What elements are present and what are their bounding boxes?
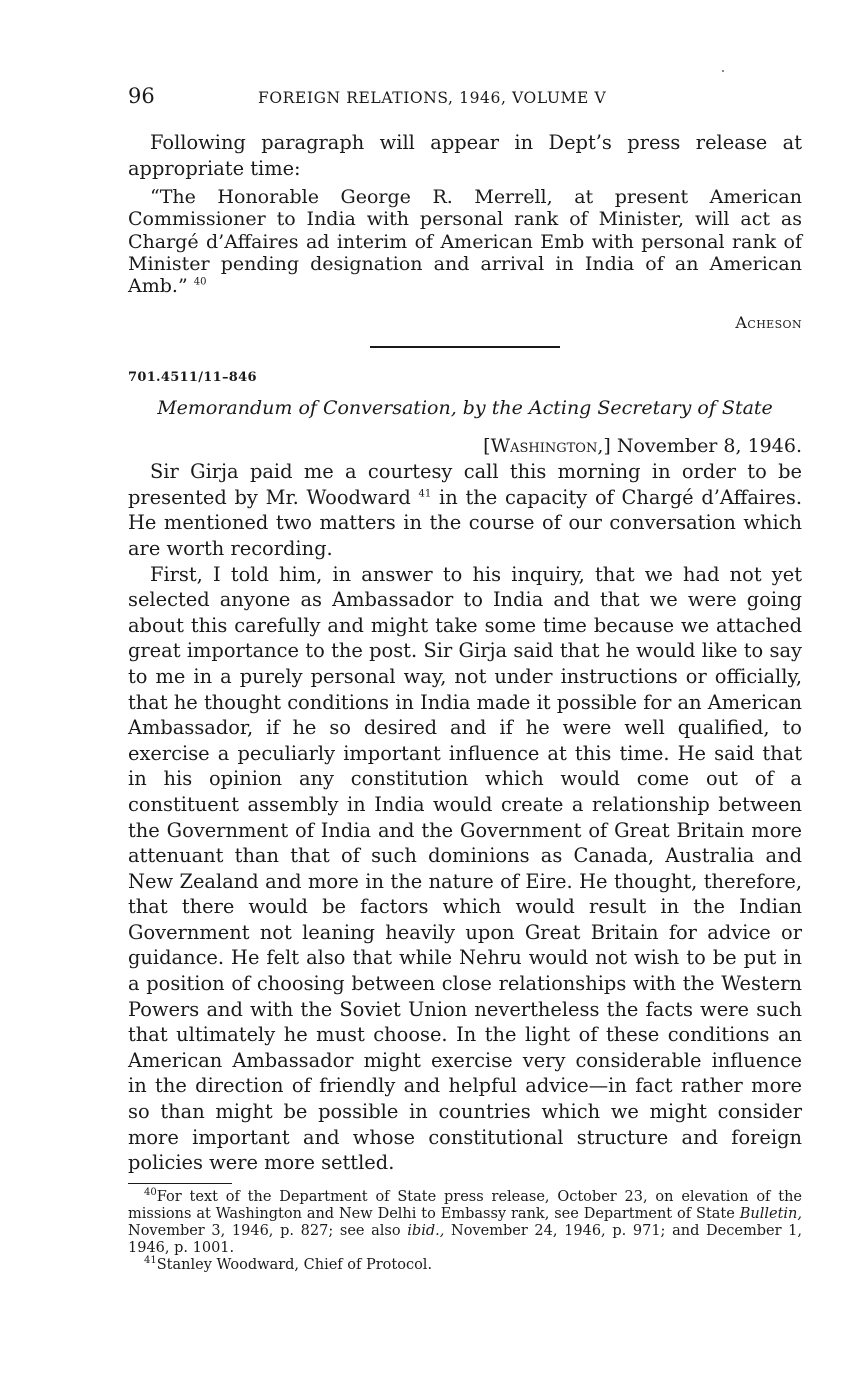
dateline-place: [Washington,] <box>483 435 611 458</box>
document-title: Memorandum of Conversation, by the Acting Secretary of State <box>157 397 773 420</box>
memo-paragraph-1-b: in the capacity of Chargé d’Affaires. He mentioned two matters in the course of our conversation which are worth recording. <box>128 485 802 560</box>
dateline-date: November 8, 1946. <box>616 435 802 458</box>
running-head: FOREIGN RELATIONS, 1946, VOLUME V <box>258 89 607 107</box>
footnote-41 <box>128 1257 802 1274</box>
section-divider <box>370 346 560 348</box>
footnote-italic: ibid., <box>407 1222 445 1239</box>
footnote-italic: Bulletin, <box>739 1205 802 1222</box>
footnote-text: November 24, 1946, p. 971; and December 1, 1946, p. 1001. <box>128 1222 803 1256</box>
memo-paragraph-2: First, I told him, in answer to his inquiry, that we had not yet selected anyone as Ambassador to India and that we were going about this carefully and might take some time because we attached great importance to the post. Sir Girja said that he would like to say to me in a purely personal way, not under instructions or officially, that he thought conditions in India made it possible for an American Ambassador, if he so desired and if he were well qualified, to exercise a peculiarly important influence at this time. He said that in his opinion any constitution which would come out of a constituent assembly in India would create a relationship between the Government of India and the Government of Great Britain more attenuant than that of such dominions as Canada, Australia and New Zealand and more in the nature of Eire. He thought, therefore, that there would be factors which would result in the Indian Government not leaning heavily upon Great Britain for advice or guidance. He felt also that while Nehru would not wish to be put in a position of choosing between close relationships with the Western Powers and with the Soviet Union nevertheless the facts were such that ultimately he must choose. In the light of these conditions an American Ambassador might exercise very considerable influence in the direction of friendly and helpful advice—in fact rather more so than might be possible in countries which we might consider more important and whose constitutional structure and foreign policies were more settled. <box>128 562 802 1175</box>
footnote-ref-40: 40 <box>193 276 207 288</box>
document-page <box>128 84 802 1274</box>
footnote-text: For text of the Department of State press release, October 23, on elevation of the missions at Washington and New Delhi to Embassy rank, see Department of State <box>128 1188 802 1222</box>
footnote-ref-41: 41 <box>418 488 432 500</box>
memo-paragraph-1-a: Sir Girja paid me a courtesy call this morning in order to be presented by Mr. Woodward <box>128 460 802 509</box>
quote-text: “The Honorable George R. Merrell, at present American Commissioner to India with personal rank of Minister, will act as Chargé d’Affaires ad interim of American Emb with personal rank of Minister pending designation and arrival in India of an American Amb.” <box>128 186 802 297</box>
scan-speck <box>722 70 724 72</box>
signature: Acheson <box>735 313 802 333</box>
memo-paragraph-1 <box>128 459 802 561</box>
footnote-number: 40 <box>144 1187 157 1198</box>
press-release-quote <box>128 186 802 297</box>
telegram-intro: Following paragraph will appear in Dept’s press release at appropriate time: <box>128 131 802 180</box>
dateline <box>128 435 802 457</box>
footnote-text: Stanley Woodward, Chief of Protocol. <box>156 1256 433 1273</box>
page-number: 96 <box>128 84 155 108</box>
footnotes <box>128 1189 802 1274</box>
footnote-rule <box>128 1183 232 1184</box>
footnote-40 <box>128 1189 802 1257</box>
page-header <box>128 84 802 114</box>
footnote-number: 41 <box>144 1255 157 1266</box>
file-number: 701.4511/11–846 <box>128 370 257 386</box>
footnote-text: November 3, 1946, p. 827; see also <box>128 1222 401 1239</box>
